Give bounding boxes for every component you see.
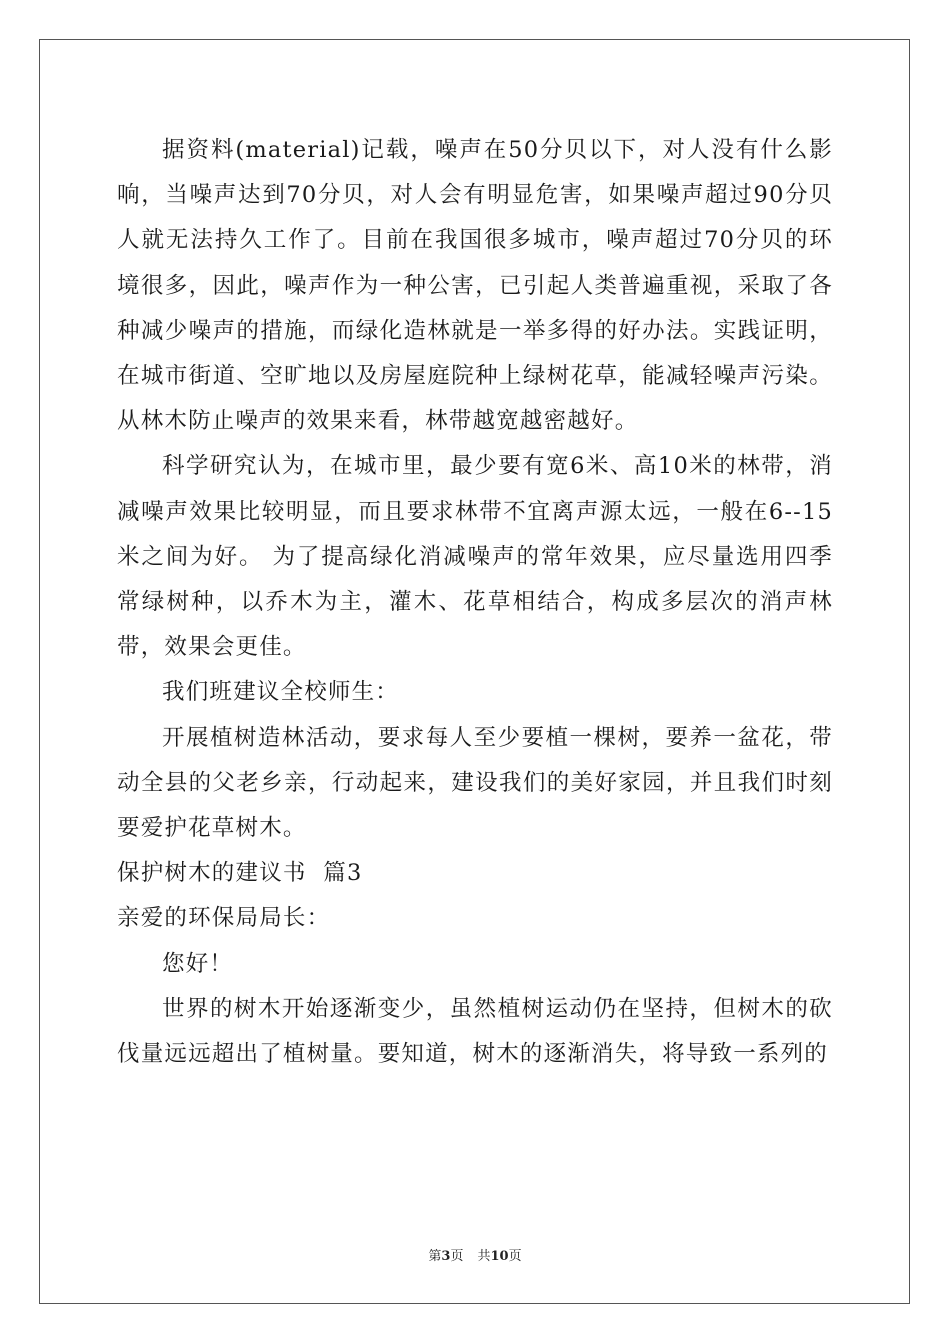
greeting: 您好！ [162, 950, 234, 977]
paragraph-research: 科学研究认为，在城市里，最少要有宽6米、高10米的林带，消减噪声效果比较明显，而且要求林带不宜离声源太远，一般在6--15米之间为好。 为了提高绿化消减噪声的常年效果，应尽量选用四季常绿树种，以乔木为主，灌木、花草相结合，构成多层次的消声林带，效果会更佳。 [117, 453, 833, 661]
section-heading: 保护树木的建议书 篇3 [117, 860, 363, 887]
paragraph-suggestion: 开展植树造林活动，要求每人至少要植一棵树，要养一盆花，带动全县的父老乡亲，行动起来，建设我们的美好家园，并且我们时刻要爱护花草树木。 [117, 724, 833, 842]
paragraph-suggestion-intro: 我们班建议全校师生： [162, 679, 400, 706]
total-pages: 共10页 [477, 1249, 522, 1264]
document-body [117, 128, 833, 1077]
paragraph-noise-data: 据资料(material)记载，噪声在50分贝以下，对人没有什么影响，当噪声达到70分贝，对人会有明显危害，如果噪声超过90分贝人就无法持久工作了。目前在我国很多城市，噪声超过70分贝的环境很多，因此，噪声作为一种公害，已引起人类普遍重视，采取了各种减少噪声的措施，而绿化造林就是一举多得的好办法。实践证明，在城市街道、空旷地以及房屋庭院种上绿树花草，能减轻噪声污染。从林木防止噪声的效果来看，林带越宽越密越好。 [117, 137, 833, 435]
salutation: 亲爱的环保局局长： [117, 905, 331, 932]
page-footer [0, 1249, 950, 1265]
paragraph-trees-decline: 世界的树木开始逐渐变少，虽然植树运动仍在坚持，但树木的砍伐量远远超出了植树量。要知道，树木的逐渐消失，将导致一系列的 [117, 995, 833, 1068]
page-number: 第3页 [428, 1249, 464, 1264]
